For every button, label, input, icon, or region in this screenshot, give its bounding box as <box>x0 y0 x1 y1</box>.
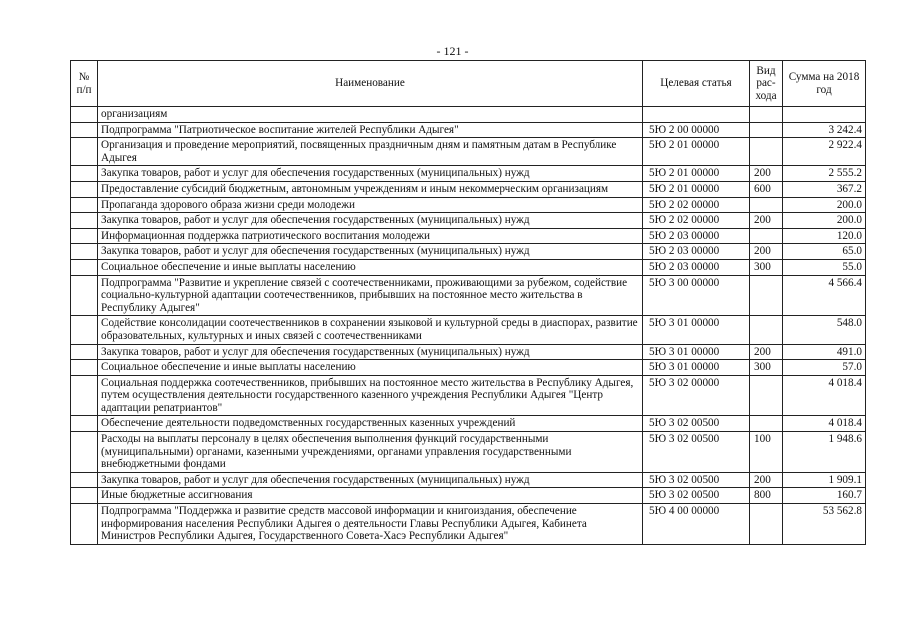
row-kind-cell <box>750 107 783 123</box>
row-kind-cell: 200 <box>750 472 783 488</box>
row-code-cell: 5Ю 2 02 00000 <box>643 213 750 229</box>
row-kind-cell <box>750 504 783 545</box>
table-header-row <box>71 61 866 107</box>
row-name-cell: Подпрограмма "Поддержка и развитие средств массовой информации и книгоиздания, обеспечение информирования населения Республики Адыгея о деятельности Главы Республики Адыгея, Кабинета Министров Республики Адыгея, Государственного Совета-Хасэ Республики Адыгея" <box>98 504 643 545</box>
row-name-cell: Закупка товаров, работ и услуг для обеспечения государственных (муниципальных) нужд <box>98 244 643 260</box>
row-kind-cell: 200 <box>750 166 783 182</box>
row-sum-cell: 491.0 <box>783 344 866 360</box>
row-sum-cell: 367.2 <box>783 181 866 197</box>
row-code-cell: 5Ю 3 02 00500 <box>643 432 750 473</box>
row-sum-cell: 120.0 <box>783 228 866 244</box>
row-name-cell: Закупка товаров, работ и услуг для обеспечения государственных (муниципальных) нужд <box>98 472 643 488</box>
row-number-cell <box>71 181 98 197</box>
row-sum-cell <box>783 107 866 123</box>
table-row <box>71 107 866 123</box>
row-name-cell: Обеспечение деятельности подведомственных государственных казенных учреждений <box>98 416 643 432</box>
row-sum-cell: 3 242.4 <box>783 122 866 138</box>
row-name-cell: Содействие консолидации соотечественников в сохранении языковой и культурной среды в диаспорах, развитие образовательных, культурных и иных связей с соотечественниками <box>98 316 643 344</box>
row-name-cell: Закупка товаров, работ и услуг для обеспечения государственных (муниципальных) нужд <box>98 344 643 360</box>
table-row <box>71 504 866 545</box>
header-num: № п/п <box>71 61 98 107</box>
row-sum-cell: 1 909.1 <box>783 472 866 488</box>
row-code-cell: 5Ю 2 03 00000 <box>643 259 750 275</box>
table-row <box>71 138 866 166</box>
row-sum-cell: 57.0 <box>783 360 866 376</box>
table-row <box>71 181 866 197</box>
row-name-cell: Подпрограмма "Развитие и укрепление связей с соотечественниками, проживающими за рубежом, содействие социально-культурной адаптации соотечественников, прибывших на постоянное место жительства в Республику Адыгея" <box>98 275 643 316</box>
row-kind-cell <box>750 228 783 244</box>
row-number-cell <box>71 228 98 244</box>
table-row <box>71 259 866 275</box>
row-kind-cell: 100 <box>750 432 783 473</box>
row-code-cell: 5Ю 3 00 00000 <box>643 275 750 316</box>
header-kind: Вид рас-хода <box>750 61 783 107</box>
row-name-cell: Подпрограмма "Патриотическое воспитание жителей Республики Адыгея" <box>98 122 643 138</box>
table-row <box>71 416 866 432</box>
row-name-cell: Закупка товаров, работ и услуг для обеспечения государственных (муниципальных) нужд <box>98 166 643 182</box>
row-number-cell <box>71 197 98 213</box>
row-number-cell <box>71 432 98 473</box>
row-kind-cell <box>750 197 783 213</box>
row-number-cell <box>71 138 98 166</box>
row-sum-cell: 4 566.4 <box>783 275 866 316</box>
row-code-cell: 5Ю 3 02 00500 <box>643 472 750 488</box>
row-code-cell: 5Ю 3 02 00000 <box>643 375 750 416</box>
row-code-cell: 5Ю 3 02 00500 <box>643 416 750 432</box>
row-number-cell <box>71 344 98 360</box>
row-number-cell <box>71 416 98 432</box>
row-sum-cell: 2 555.2 <box>783 166 866 182</box>
table-row <box>71 316 866 344</box>
table-row <box>71 244 866 260</box>
table-row <box>71 488 866 504</box>
row-code-cell: 5Ю 2 01 00000 <box>643 166 750 182</box>
row-name-cell: Информационная поддержка патриотического воспитания молодежи <box>98 228 643 244</box>
row-sum-cell: 65.0 <box>783 244 866 260</box>
row-number-cell <box>71 375 98 416</box>
row-code-cell: 5Ю 4 00 00000 <box>643 504 750 545</box>
row-number-cell <box>71 360 98 376</box>
row-code-cell: 5Ю 3 01 00000 <box>643 316 750 344</box>
table-row <box>71 122 866 138</box>
row-sum-cell: 53 562.8 <box>783 504 866 545</box>
table-row <box>71 375 866 416</box>
row-kind-cell <box>750 138 783 166</box>
row-name-cell: организациям <box>98 107 643 123</box>
row-kind-cell: 800 <box>750 488 783 504</box>
row-code-cell: 5Ю 2 02 00000 <box>643 197 750 213</box>
row-kind-cell: 200 <box>750 344 783 360</box>
row-name-cell: Социальное обеспечение и иные выплаты населению <box>98 360 643 376</box>
row-code-cell: 5Ю 2 00 00000 <box>643 122 750 138</box>
row-kind-cell <box>750 375 783 416</box>
row-code-cell: 5Ю 2 01 00000 <box>643 138 750 166</box>
row-number-cell <box>71 472 98 488</box>
table-row <box>71 472 866 488</box>
page-number: - 121 - <box>436 44 469 58</box>
row-number-cell <box>71 259 98 275</box>
table-row <box>71 432 866 473</box>
row-sum-cell: 200.0 <box>783 197 866 213</box>
row-name-cell: Расходы на выплаты персоналу в целях обеспечения выполнения функций государственными (муниципальными) органами, казенными учреждениями, органами управления государственными внебюджетными фондами <box>98 432 643 473</box>
table-body <box>71 107 866 545</box>
row-kind-cell: 600 <box>750 181 783 197</box>
row-number-cell <box>71 122 98 138</box>
row-number-cell <box>71 275 98 316</box>
row-sum-cell: 160.7 <box>783 488 866 504</box>
row-kind-cell: 200 <box>750 244 783 260</box>
row-sum-cell: 1 948.6 <box>783 432 866 473</box>
row-kind-cell <box>750 122 783 138</box>
row-kind-cell: 300 <box>750 259 783 275</box>
row-kind-cell <box>750 416 783 432</box>
header-code: Целевая статья <box>643 61 750 107</box>
budget-table <box>70 60 866 545</box>
table-row <box>71 275 866 316</box>
row-name-cell: Социальная поддержка соотечественников, прибывших на постоянное место жительства в Республику Адыгея, путем осуществления деятельности государственного казенного учреждения Республики Адыгея "Центр адаптации репатриантов" <box>98 375 643 416</box>
row-sum-cell: 55.0 <box>783 259 866 275</box>
row-name-cell: Организация и проведение мероприятий, посвященных праздничным дням и памятным датам в Республике Адыгея <box>98 138 643 166</box>
header-name: Наименование <box>98 61 643 107</box>
table-row <box>71 213 866 229</box>
row-code-cell: 5Ю 2 03 00000 <box>643 244 750 260</box>
row-sum-cell: 4 018.4 <box>783 416 866 432</box>
table-row <box>71 166 866 182</box>
row-number-cell <box>71 316 98 344</box>
row-name-cell: Иные бюджетные ассигнования <box>98 488 643 504</box>
table-row <box>71 197 866 213</box>
row-name-cell: Предоставление субсидий бюджетным, автономным учреждениям и иным некоммерческим организациям <box>98 181 643 197</box>
row-number-cell <box>71 107 98 123</box>
row-sum-cell: 200.0 <box>783 213 866 229</box>
row-code-cell <box>643 107 750 123</box>
row-number-cell <box>71 244 98 260</box>
header-sum: Сумма на 2018 год <box>783 61 866 107</box>
table-row <box>71 360 866 376</box>
row-kind-cell: 200 <box>750 213 783 229</box>
row-code-cell: 5Ю 3 01 00000 <box>643 360 750 376</box>
row-code-cell: 5Ю 3 01 00000 <box>643 344 750 360</box>
table-row <box>71 228 866 244</box>
row-code-cell: 5Ю 3 02 00500 <box>643 488 750 504</box>
row-sum-cell: 2 922.4 <box>783 138 866 166</box>
row-name-cell: Закупка товаров, работ и услуг для обеспечения государственных (муниципальных) нужд <box>98 213 643 229</box>
row-name-cell: Пропаганда здорового образа жизни среди молодежи <box>98 197 643 213</box>
row-sum-cell: 548.0 <box>783 316 866 344</box>
row-kind-cell: 300 <box>750 360 783 376</box>
row-sum-cell: 4 018.4 <box>783 375 866 416</box>
row-kind-cell <box>750 275 783 316</box>
row-number-cell <box>71 213 98 229</box>
row-code-cell: 5Ю 2 03 00000 <box>643 228 750 244</box>
row-code-cell: 5Ю 2 01 00000 <box>643 181 750 197</box>
row-number-cell <box>71 488 98 504</box>
row-name-cell: Социальное обеспечение и иные выплаты населению <box>98 259 643 275</box>
table-row <box>71 344 866 360</box>
row-kind-cell <box>750 316 783 344</box>
row-number-cell <box>71 504 98 545</box>
row-number-cell <box>71 166 98 182</box>
